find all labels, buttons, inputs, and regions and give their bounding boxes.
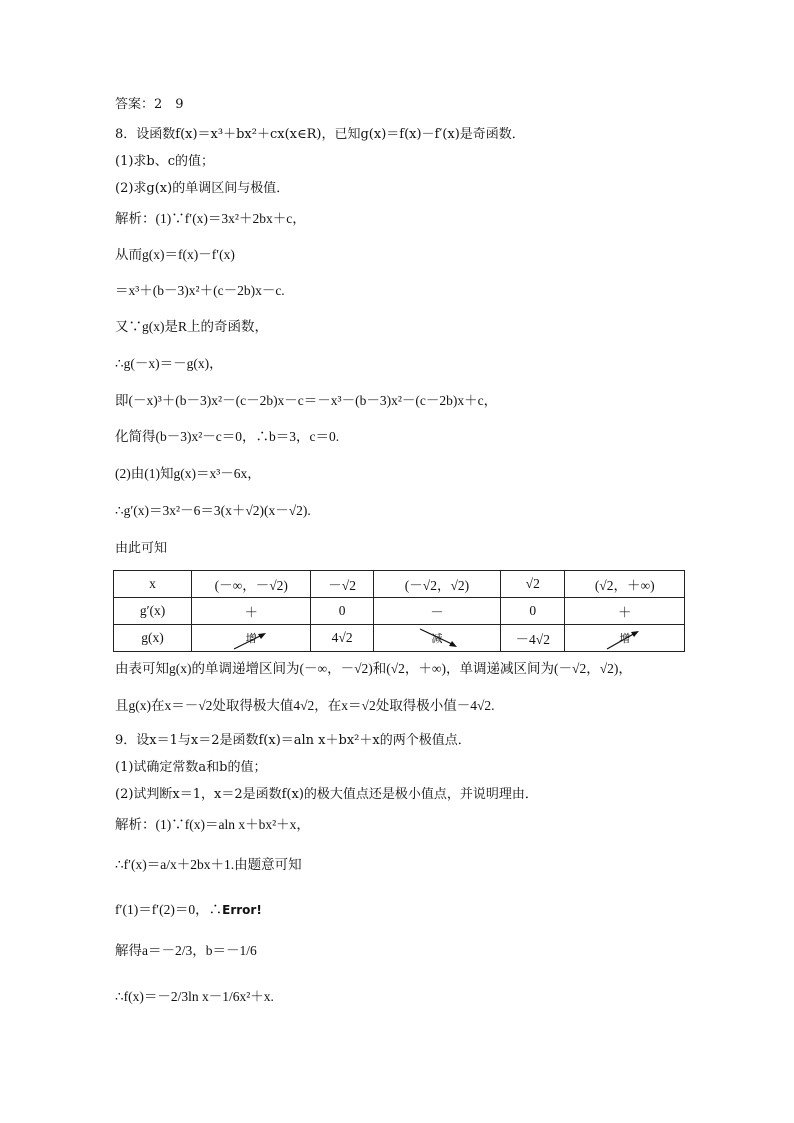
table-cell: √2 [501, 571, 565, 598]
table-cell: g′(x) [114, 598, 192, 625]
solution-8-line-6: 即(－x)³＋(b－3)x²－(c－2b)x－c＝－x³－(b－3)x²－(c－2b)x＋c， [115, 393, 498, 408]
increase-cell [192, 625, 311, 652]
table-cell: x [114, 571, 192, 598]
table-cell: (－∞，－√2) [192, 571, 311, 598]
solution-8-table-intro: 由此可知 [115, 541, 168, 556]
increase-label: 增 [245, 632, 257, 645]
error-text: Error! [222, 903, 262, 917]
solution-8-conclusion-2: 且g(x)在x＝－√2处取得极大值4√2，在x＝√2处取得极小值－4√2. [115, 698, 495, 713]
table-cell: 4√2 [311, 625, 373, 652]
table-cell: ＋ [565, 598, 685, 625]
table-cell: 0 [501, 598, 565, 625]
solution-8-line-8: (2)由(1)知g(x)＝x³－6x， [115, 466, 261, 481]
solution-8-line-9: ∴g′(x)＝3x²－6＝3(x＋√2)(x－√2). [115, 503, 311, 518]
increase-label: 增 [619, 632, 631, 645]
decrease-label: 减 [431, 632, 443, 645]
solution-9-line-4: 解得a＝－2/3，b＝－1/6 [115, 943, 257, 958]
variation-table [113, 570, 685, 652]
table-cell: g(x) [114, 625, 192, 652]
table-cell: －√2 [311, 571, 373, 598]
answer-line: 答案：2 9 [115, 97, 184, 112]
increase-cell [565, 625, 685, 652]
solution-9-line-3-text: f′(1)＝f′(2)＝0，∴ [115, 902, 223, 917]
solution-9-line-5: ∴f(x)＝－2/3ln x－1/6x²＋x. [115, 989, 274, 1004]
table-cell: (－√2，√2) [373, 571, 500, 598]
solution-8-line-1: 解析：(1)∵f′(x)＝3x²＋2bx＋c， [115, 211, 306, 226]
table-cell: (√2，＋∞) [565, 571, 685, 598]
solution-8-conclusion-1: 由表可知g(x)的单调递增区间为(－∞，－√2)和(√2，＋∞)，单调递减区间为(－√2，√2)， [115, 661, 632, 676]
table-cell: 0 [311, 598, 373, 625]
problem-9-statement: 9．设x＝1与x＝2是函数f(x)＝aln x＋bx²＋x的两个极值点． [115, 733, 471, 748]
problem-8-statement: 8．设函数f(x)＝x³＋bx²＋cx(x∈R)，已知g(x)＝f(x)－f′(x)是奇函数． [115, 127, 525, 142]
table-cell: －4√2 [501, 625, 565, 652]
problem-9-part-2: (2)试判断x＝1，x＝2是函数f(x)的极大值点还是极小值点，并说明理由． [115, 787, 538, 802]
problem-8-part-2: (2)求g(x)的单调区间与极值． [115, 181, 290, 196]
solution-8-line-7: 化简得(b－3)x²－c＝0，∴b＝3，c＝0. [115, 429, 340, 444]
solution-8-line-2: 从而g(x)＝f(x)－f′(x) [115, 247, 235, 262]
solution-9-line-2: ∴f′(x)＝a/x＋2bx＋1.由题意可知 [115, 857, 302, 872]
solution-8-line-5: ∴g(－x)＝－g(x)， [115, 356, 223, 371]
problem-9-part-1: (1)试确定常数a和b的值； [115, 760, 267, 775]
decrease-cell [373, 625, 500, 652]
table-row [114, 571, 685, 598]
table-cell: － [373, 598, 500, 625]
table-row [114, 625, 685, 652]
solution-8-line-4: 又∵g(x)是R上的奇函数， [115, 319, 268, 334]
problem-8-part-1: (1)求b、c的值； [115, 154, 215, 169]
table-cell: ＋ [192, 598, 311, 625]
solution-8-line-3: ＝x³＋(b－3)x²＋(c－2b)x－c. [115, 283, 285, 298]
solution-9-line-1: 解析：(1)∵f(x)＝aln x＋bx²＋x， [115, 817, 310, 832]
solution-9-line-3 [115, 901, 262, 919]
table-row [114, 598, 685, 625]
